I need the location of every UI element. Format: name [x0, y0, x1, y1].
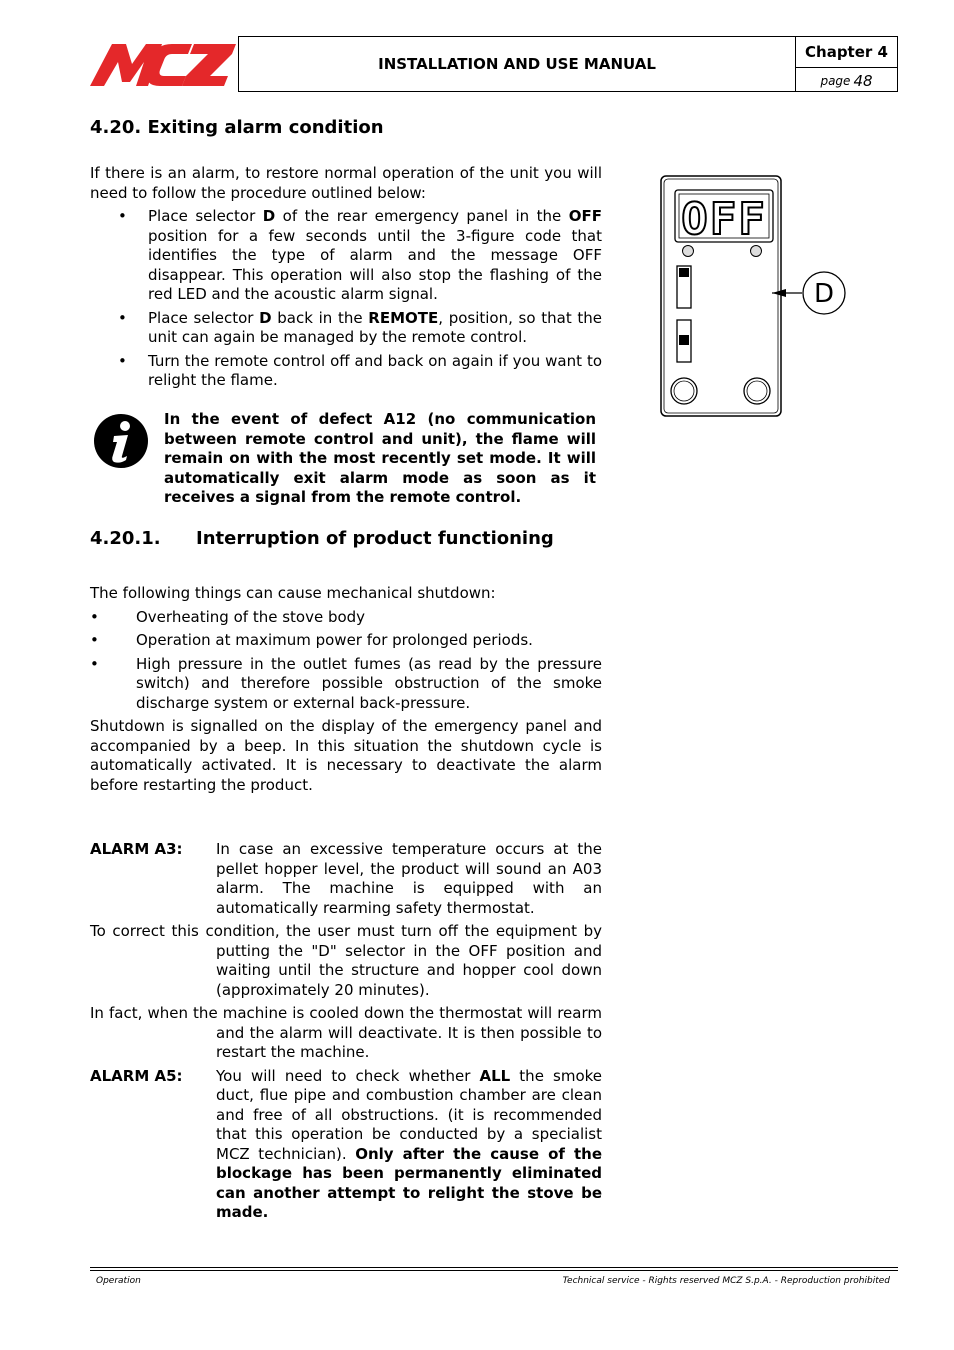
- panel-display-text: OFF: [681, 194, 767, 245]
- footer-right: Technical service - Rights reserved MCZ S.p.A. - Reproduction prohibited: [562, 1276, 890, 1286]
- alarm-a3: [90, 840, 602, 918]
- causes-list: [90, 608, 602, 714]
- alarm-a3-correction: To correct this condition, the user must turn off the equipment by putting the "D" selector in the OFF position and waiting until the structure and hopper cool down (approximately 20 minutes).: [90, 922, 602, 999]
- emergency-panel-illustration: [650, 170, 860, 420]
- cause-item: • Operation at maximum power for prolonged periods.: [90, 631, 602, 651]
- alarm-a5-warning: Only after the cause of the blockage has been permanently eliminated can another attempt to relight the stove be made.: [216, 1144, 603, 1221]
- section-intro: If there is an alarm, to restore normal operation of the unit you will need to follow the procedure outlined below:: [90, 164, 602, 202]
- procedure-step: • Turn the remote control off and back on again if you want to relight the flame.: [90, 352, 602, 391]
- page-indicator: [796, 68, 897, 93]
- page-number: 48: [853, 71, 873, 90]
- procedure-step: • Place selector D back in the REMOTE, position, so that the unit can again be managed by the remote control.: [90, 309, 602, 348]
- procedure-list: [90, 207, 602, 391]
- subsection-intro: The following things can cause mechanical shutdown:: [90, 584, 496, 602]
- info-icon: [92, 412, 150, 470]
- section-body: [90, 164, 602, 391]
- subsection-title: Interruption of product functioning: [196, 528, 554, 549]
- cause-item: • Overheating of the stove body: [90, 608, 602, 628]
- info-note: In the event of defect A12 (no communication between remote control and unit), the flame will remain on with the most recently set mode. It will automatically exit alarm mode as soon as it receives a signal from the remote control.: [164, 410, 596, 506]
- subsection-number: 4.20.1.: [90, 528, 161, 549]
- footer-left: Operation: [96, 1276, 141, 1286]
- cause-item: • High pressure in the outlet fumes (as read by the pressure switch) and therefore possible obstruction of the smoke discharge system or external back-pressure.: [90, 655, 602, 714]
- mcz-logo: [90, 40, 236, 88]
- alarm-section: [90, 840, 602, 1223]
- shutdown-text: Shutdown is signalled on the display of the emergency panel and accompanied by a beep. In this situation the shutdown cycle is automatically activated. It is necessary to deactivate the alarm before restarting the product.: [90, 717, 602, 794]
- selector-d-label: D: [813, 279, 835, 309]
- alarm-a5-label: ALARM A5:: [90, 1066, 183, 1085]
- procedure-step: • Place selector D of the rear emergency panel in the OFF position for a few seconds until the 3-figure code that identifies the type of alarm and the message OFF disappear. This operation will also stop the flashing of the red LED and the acoustic alarm signal.: [90, 207, 602, 305]
- manual-title: INSTALLATION AND USE MANUAL: [238, 36, 796, 92]
- alarm-a5: ALARM A5: You will need to check whether ALL the smoke duct, flue pipe and combustion chamber are clean and free of all obstructions. (it is recommended that this operation be conducted by a specialist MCZ technician). Only after the cause of the blockage has been permanently eliminated can another attempt to relight the stove be made.: [90, 1066, 603, 1221]
- footer-divider: [90, 1270, 898, 1271]
- alarm-a3-fact: In fact, when the machine is cooled down the thermostat will rearm and the alarm will deactivate. It is then possible to restart the machine.: [90, 1004, 602, 1061]
- section-title: 4.20. Exiting alarm condition: [90, 117, 384, 138]
- footer-divider: [90, 1267, 898, 1268]
- chapter-box: [795, 36, 898, 92]
- alarm-a3-label: ALARM A3:: [90, 840, 183, 858]
- svg-text:MCZ: MCZ: [90, 40, 93, 41]
- page-label: page: [820, 73, 851, 88]
- alarm-a3-text: In case an excessive temperature occurs at the pellet hopper level, the product will sound an A03 alarm. The machine is equipped with an automatically rearming safety thermostat.: [216, 840, 602, 917]
- subsection-body: [90, 584, 602, 795]
- chapter-label: Chapter 4: [796, 37, 897, 68]
